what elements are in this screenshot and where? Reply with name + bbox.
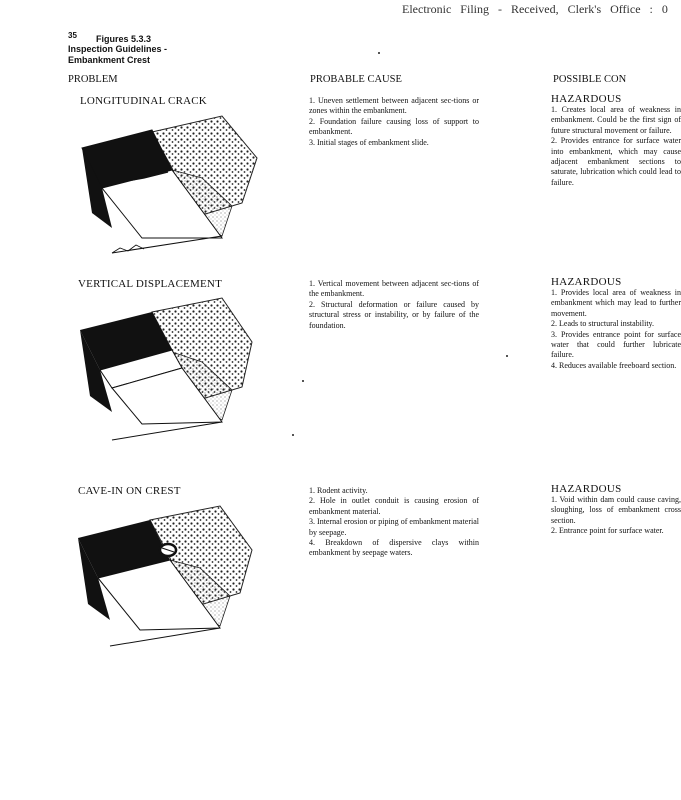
hazard-item: 1. Provides local area of weakness in embankment which may lead to further movement. [551, 288, 681, 318]
figure-number: Figures 5.3.3 [96, 34, 152, 44]
cause-item: 1. Rodent activity. [309, 486, 368, 495]
filing-stamp: Electronic Filing - Received, Clerk's Office : 0 [402, 2, 668, 16]
column-header-consequence: POSSIBLE CON [553, 74, 627, 85]
scan-speck [378, 52, 380, 54]
hazard-title: HAZARDOUS [551, 276, 622, 288]
cause-item: 2. Hole in outlet conduit is causing erosion of embankment material. [309, 496, 479, 516]
scan-speck [292, 434, 294, 436]
cause-item: 1. Uneven settlement between adjacent sec-tions or zones within the embankment. [309, 96, 479, 116]
cause-item: 1. Vertical movement between adjacent sec-tions of the embankment. [309, 279, 479, 299]
scan-speck [302, 380, 304, 382]
column-header-cause: PROBABLE CAUSE [310, 74, 402, 85]
hazard-item: 4. Reduces available freeboard section. [551, 360, 677, 370]
column-header-problem: PROBLEM [68, 74, 118, 85]
hazard-item: 2. Entrance point for surface water. [551, 526, 664, 536]
hazard-item: 2. Provides entrance for surface water into embankment, which may cause adjacent embankment sections to saturate, lubrication which could lead to failure. [551, 136, 681, 187]
figure-subtitle-line1: Inspection Guidelines - [68, 44, 168, 54]
figure-subtitle-line2: Embankment Crest [68, 55, 151, 65]
page-number: 35 [68, 31, 77, 40]
vertical-displacement-illustration [72, 292, 262, 442]
hazard-item: 1. Void within dam could cause caving, sloughing, loss of embankment cross section. [551, 495, 681, 525]
causes-longitudinal-crack [309, 96, 479, 148]
figure-subtitle [68, 44, 167, 66]
hazard-item: 2. Leads to structural instability. [551, 319, 655, 329]
hazards-longitudinal-crack [551, 105, 681, 188]
cause-item: 4. Breakdown of dispersive clays within embankment by seepage waters. [309, 538, 479, 558]
causes-cave-in-on-crest [309, 486, 479, 559]
causes-vertical-displacement [309, 279, 479, 331]
cause-item: 2. Structural deformation or failure caused by structural stress or instability, or by failure of the foundation. [309, 299, 479, 330]
cause-item: 3. Internal erosion or piping of embankment material by seepage. [309, 517, 479, 537]
problem-title-cave-in-on-crest: CAVE-IN ON CREST [78, 485, 181, 497]
scan-speck [506, 355, 508, 357]
hazards-cave-in-on-crest [551, 495, 681, 537]
problem-title-longitudinal-crack: LONGITUDINAL CRACK [80, 95, 207, 107]
problem-title-vertical-displacement: VERTICAL DISPLACEMENT [78, 278, 222, 290]
hazard-title: HAZARDOUS [551, 93, 622, 105]
hazards-vertical-displacement [551, 288, 681, 371]
cause-item: 3. Initial stages of embankment slide. [309, 137, 429, 147]
hazard-item: 1. Creates local area of weakness in embankment. Could be the first sign of future structural movement or failure. [551, 105, 681, 135]
hazard-item: 3. Provides entrance point for surface water that could further lubricate failure. [551, 329, 681, 360]
hazard-title: HAZARDOUS [551, 483, 622, 495]
cause-item: 2. Foundation failure causing loss of support to embankment. [309, 116, 479, 137]
cave-in-on-crest-illustration [70, 498, 260, 648]
longitudinal-crack-illustration [72, 108, 262, 258]
